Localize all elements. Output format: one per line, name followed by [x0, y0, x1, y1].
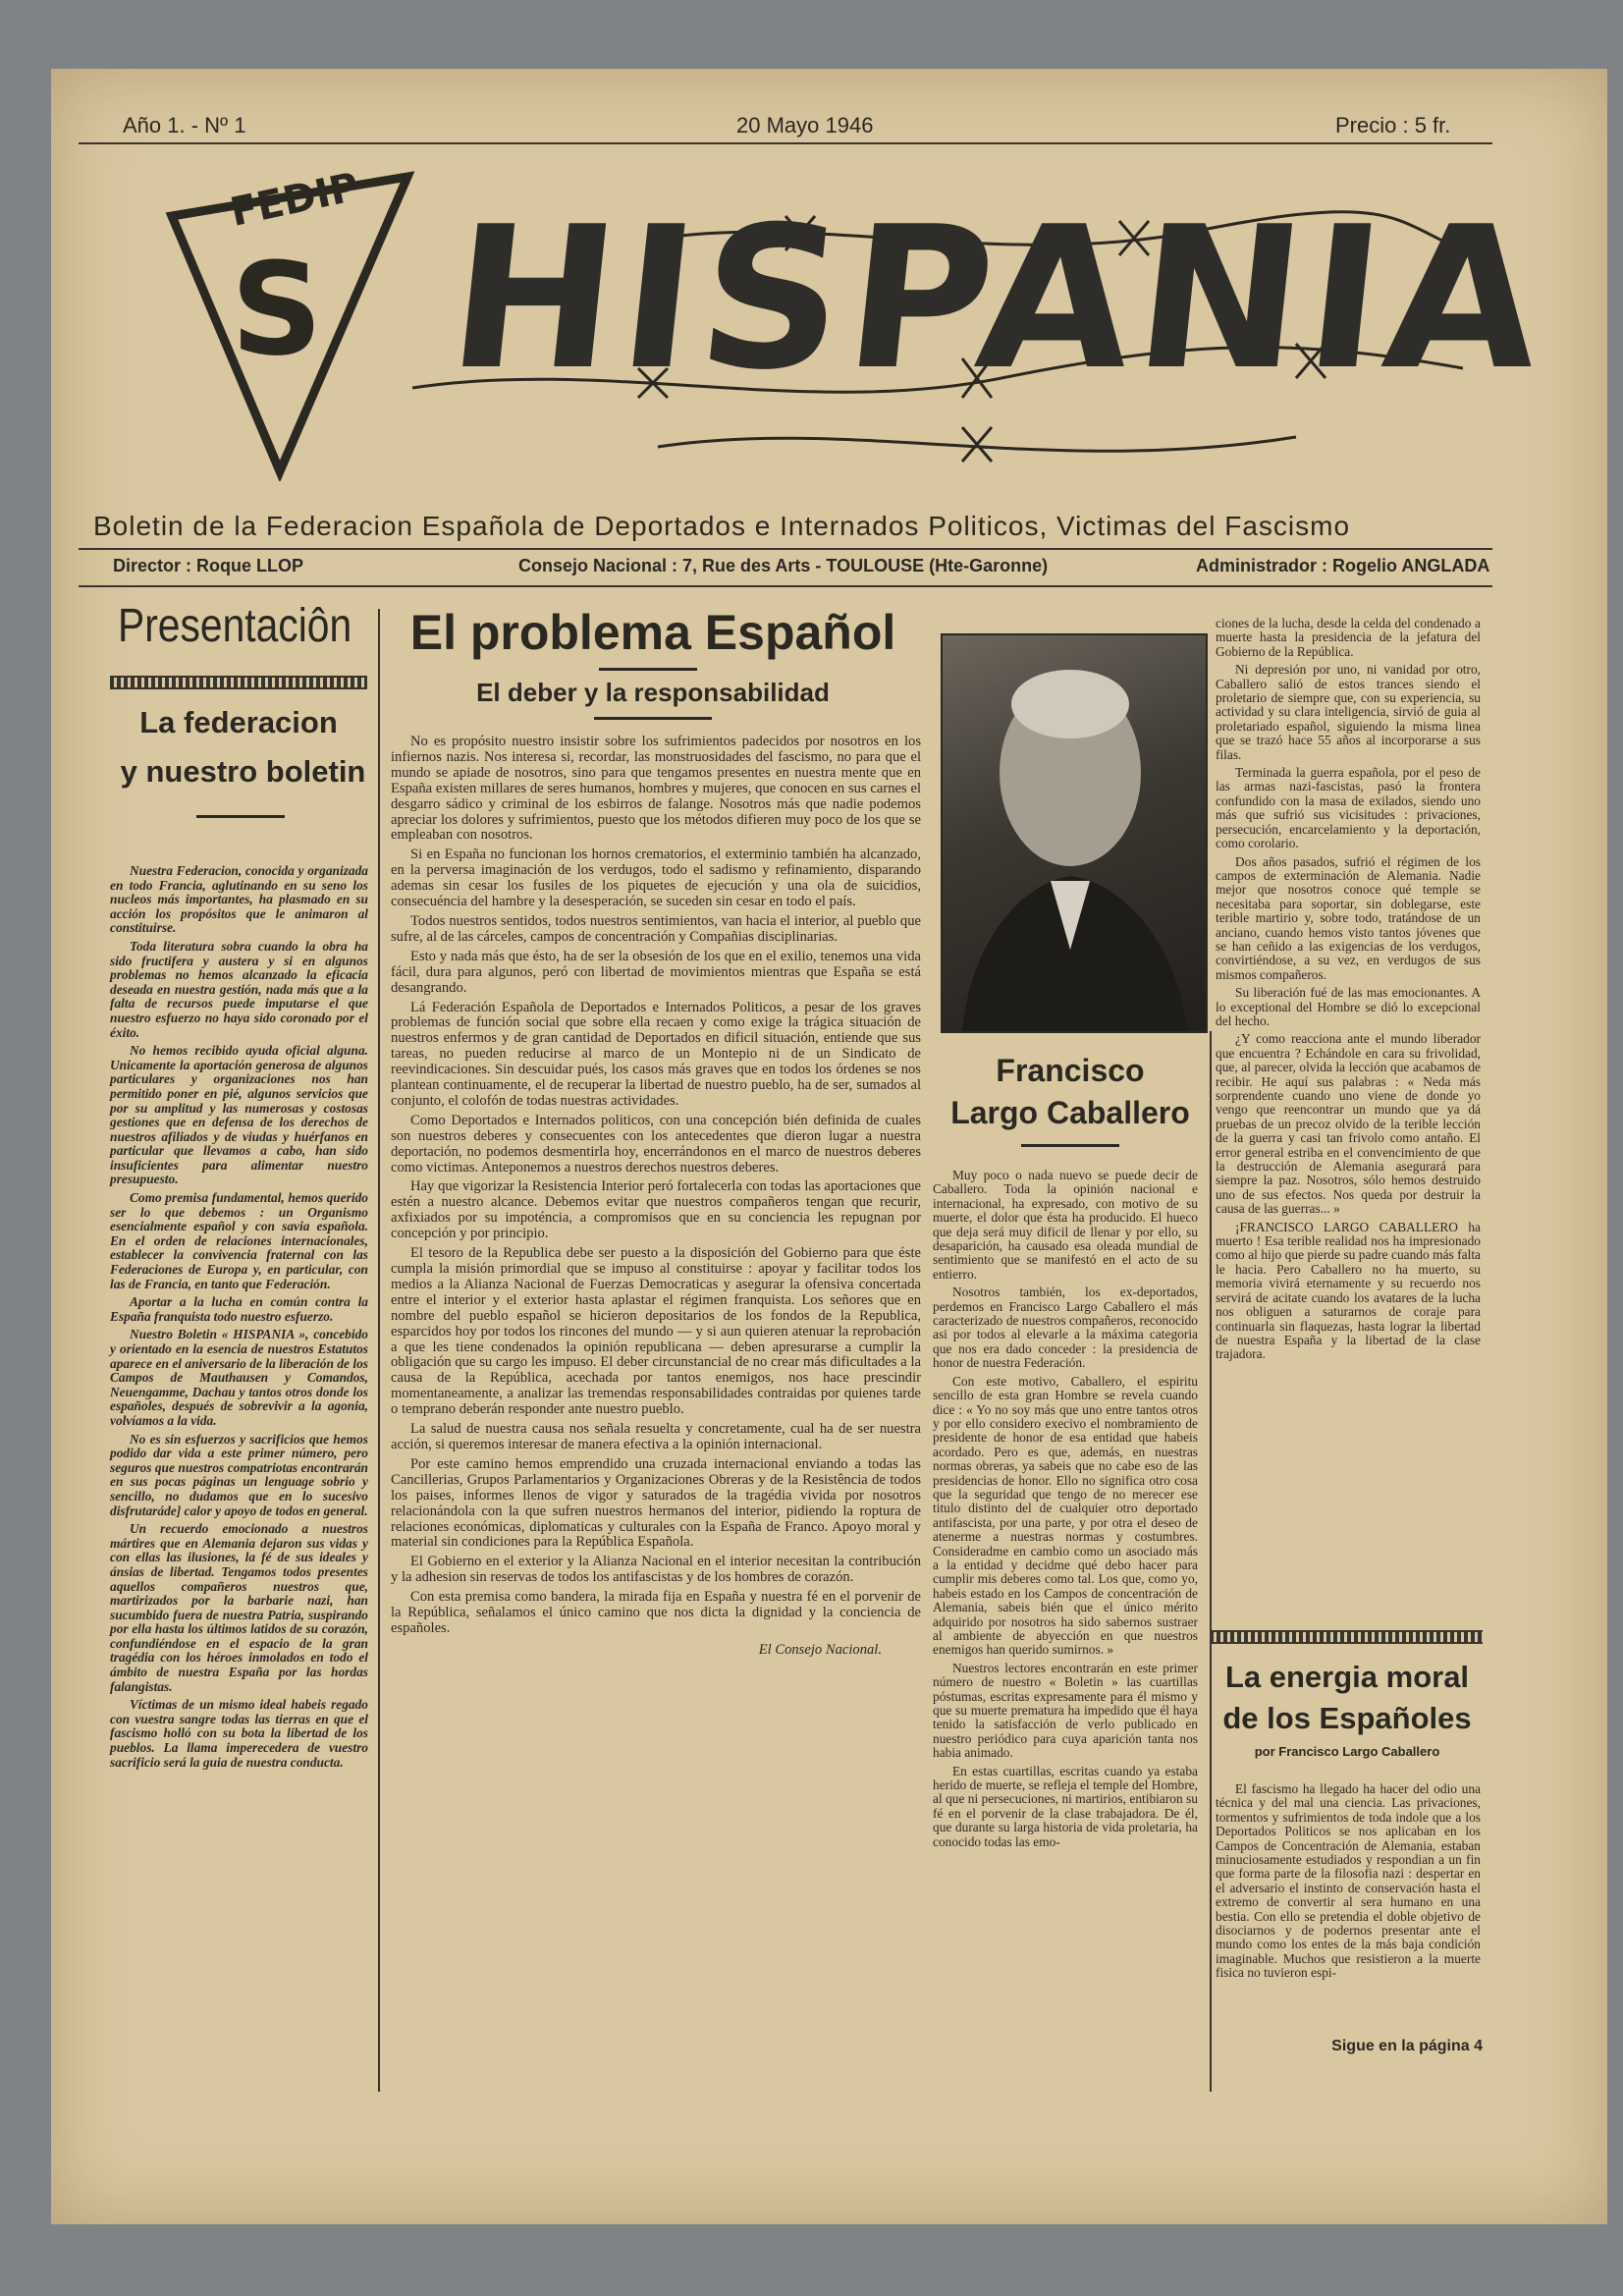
signature: El Consejo Nacional. [758, 1641, 882, 1658]
paragraph: Con este motivo, Caballero, el espiritu sencillo de esta gran Hombre se revela cuando dice : « Yo no soy más que uno entre tantos otros y por ello considero execivo el nombramiento de presidente de honor de esa entidad que habeis acordado. Pero es que, además, en nuestras normas obreras, ya sabeis que no cabe eso de las presidencias de honor. Ello no significa otro cosa que la seguridad que tengo de no merecer ese titulo distinto del de cualquier otro deportado antifascista, por una parte, y por otra el deseo de atenerme a nuestras normas y costumbres. Consideradme en cambio como un asociado más a la entidad y decidme qué debo hacer para cumplir mis deberes como tal. Los que, como yo, habeis estado en los Campos de concentración de Alemania, sabeis bién que el único mérito adquirido por nosotros ha sido sabernos sustraer al ambiente de abyección en que nuestros enemigos han querido sumirnos. » [933, 1373, 1198, 1658]
paragraph: Nuestra Federacion, conocida y organizada en todo Francia, aglutinando en su seno los nucleos más importantes, ha plasmado en su acción los propósitos que le animaron al constituirse. [110, 863, 368, 936]
paragraph: Ni depresión por uno, ni vanidad por otro, Caballero salió de estos trances siendo el proletario de siempre que, con su experiencia, su actividad y su clara inteligencia, sirvió de guia al proletariado español, siguiendo la misma linea que se trazó hace 55 años al incorporarse a sus filas. [1216, 662, 1481, 762]
problema-heading: El problema Español [409, 605, 896, 660]
paragraph: Muy poco o nada nuevo se puede decir de Caballero. Toda la opinión nacional e internacional, ha expresado, con motivo de su muerte, el dolor que ésta ha producido. El hueco que deja será muy dificil de llenar y por ello, su desaparición, ha causado esa oleada mundial de sentimiento que se manifestó en el acto de su entierro. [933, 1168, 1198, 1282]
paragraph: El tesoro de la Republica debe ser puesto a la disposición del Gobierno para que éste cumpla la misión primordial que se impuso al constituirse : apoyar y facilitar todos los medios a la Alianza Nacional de Fuerzas Democraticas y asegurar la ofensiva concertada entre el interior y el exterior hasta aplastar el régimen franquista. Los señores que en nombre del pueblo español se hicieron depositarios de los fondos de la Republica, esparcidos hoy por todos los rincones del mundo — y si aun quieren atenuar la reprobación a que les tiene condenados la opinión republicana — deben apresurarse a cumplir la obligación que su cargo les impuso. El deber circunstancial de no crear más dificultades a la causa de la República, acechada por tantos enemigos, nos hace prescindir momentaneamente, a analizar las tremendas responsabilidades contraidas por quienes tarde o temprano deberán responder ante nuestro pueblo. [391, 1245, 921, 1418]
paragraph: En estas cuartillas, escritas cuando ya estaba herido de muerte, se refleja el temple del Hombre, al que ni persecuciones, ni martirios, entibiaron su fé en el porvenir de la clase trabajadora. De él, que durante su larga historia de vida proletaria, ha conocido todas las emo- [933, 1763, 1198, 1849]
paragraph: ¡FRANCISCO LARGO CABALLERO ha muerto ! Esa terible realidad nos ha impresionado como al hijo que pierde su padre cuando más falta le hacia. Pero Caballero no ha muerto, su memoria vivirá eternamente y su recuerdo nos servirá de acitate cuando los avatares de la lucha nos obliguen a saturarnos de coraje para continuarla sin flaquezas, hasta lograr la libertad de nuestra España y la libertad de la clase trajadora. [1216, 1219, 1481, 1362]
paragraph: Esto y nada más que ésto, ha de ser la obsesión de los que en el exilio, tenemos una vida fácil, dura para algunos, peró con libertad de movimientos mientras que España se está desangrando. [391, 948, 921, 996]
paragraph: El Gobierno en el exterior y la Alianza Nacional en el interior necesitan la contribución y la adhesion sin reservas de todos los antifascistas y de los hombres de corazón. [391, 1554, 921, 1586]
problema-subheading: El deber y la responsabilidad [476, 678, 830, 707]
paragraph: Como premisa fundamental, hemos querido ser lo que debemos : un Organismo esencialmente español y con savia española. En el orden de relaciones internacionales, establecer la convivencia fraternal con las Federaciones de Europa y, en particular, con las de Francia, en tanto que Federación. [110, 1190, 368, 1291]
energia-heading-1: La energia moral [1224, 1660, 1470, 1694]
issue-line [83, 113, 1488, 152]
fedip-logo [162, 157, 417, 481]
council-address: Consejo Nacional : 7, Rue des Arts - TOULOUSE (Hte-Garonne) [518, 556, 1049, 575]
paragraph: Por este camino hemos emprendido una cruzada internacional enviando a todas las Cancillerias, Grupos Parlamentarios y Organizaciones Obreras y de la Resistência de todos los paises, informes llenos de vigor y saturados de la tragédia vivida por nosotros relacionándola con la que sufren nuestros hermanos del interior, pidiendo la roptura de relaciones económicas, diplomaticas y culturales con la España de Franco. Apoyo moral y material sin condiciones para la República Española. [391, 1455, 921, 1551]
paragraph: Nosotros también, los ex-deportados, perdemos en Francisco Largo Caballero el más caracterizado de nuestros compañeros, reconocido asi por todos al elevarle a la máxima categoria que nos era dado conceder : la presidencia de honor de nuestra Federación. [933, 1285, 1198, 1371]
paragraph: Con esta premisa como bandera, la mirada fija en España y nuestra fé en el porvenir de la República, señalamos el único camino que nos dicta la dignidad y la conciencia de españoles. [391, 1589, 921, 1636]
paragraph: Aportar a la lucha en común contra la España franquista todo nuestro esfuerzo. [110, 1294, 368, 1324]
column-divider [1210, 1031, 1212, 2092]
paragraph: Víctimas de un mismo ideal habeis regado con vuestra sangre todas las tierras en que el fascismo holló con su bota la libertad de los pueblos. La llama imperecedera de vuestro sacrificio será la guia de nuestra conducta. [110, 1697, 368, 1770]
short-rule [196, 815, 285, 818]
paragraph: Lá Federación Española de Deportados e Internados Politicos, a pesar de los graves problemas de función social que sobre ella recaen y como exige la trágica situación de nuestros enfermos y de gran cantidad de Deportados en dificil situación, entiende que sus tareas, no pueden reducirse al marco de un Montepio ni de un Sindicato de reevindicaciones. Sin descuidar pués, los casos más graves que en todos los órdenes se nos plantean continuamente, el de recuperar la libertad de nuestro pueblo, ha de ser, sumados al conjunto, el colofón de todas nuestras actividades. [391, 999, 921, 1109]
paragraph: Su liberación fué de las mas emocionantes. A lo exceptional del Hombre se dió lo excepcional del hecho. [1216, 985, 1481, 1028]
fedip-logo-text: FEDIP [226, 164, 363, 236]
paragraph: Terminada la guerra española, por el peso de las armas nazi-fascistas, pasó la frontera confundido con la masa de exilados, siendo uno más que sufrió sus vicisitudes : privaciones, persecución, encarcelamiento y la deportación, como corolario. [1216, 765, 1481, 851]
energia-byline: por Francisco Largo Caballero [1254, 1744, 1440, 1759]
masthead [412, 162, 1557, 486]
presentacion-body [110, 864, 368, 1774]
short-rule [599, 668, 697, 671]
paragraph: Toda literatura sobra cuando la obra ha sido fructifera y austera y si en algunos problemas no hemos alcanzado la eficacia deseada en nuestra gestión, nada más que a la falta de recursos puede imputarse el que nuestro esfuerzo no haya sido coronado por el éxito. [110, 938, 368, 1040]
paragraph: Un recuerdo emocionado a nuestros mártires que en Alemania dejaron sus vidas y con ellas las ilusiones, la fé de sus ideales y ánsias de libertad. Tengamos todos presentes aquellos compañeros nuestros que, martirizados por la barbarie nazi, han sucumbido fuera de nuestra Patria, suspirando por ella hasta los últimos latidos de su corazón, confundiéndose en el espacio de la gran tragédia con los héroes inmolados en todo el ámbito de nuestra España por las hordas falangistas. [110, 1521, 368, 1694]
paragraph: Nuestros lectores encontrarán en este primer número de nuestro « Boletin » las cuartillas póstumas, escritas expresamente para él mismo y que su muerte prematura ha impedido que él haya tenido la satisfacción de verlo publicado en nuestro periódico para cuya aparición tanta nos habia animado. [933, 1660, 1198, 1761]
column-divider [378, 609, 380, 2092]
administrator-label: Administrador : Rogelio ANGLADA [1196, 556, 1490, 575]
paragraph: Hay que vigorizar la Resistencia Interior peró fortalecerla con todas las aportaciones que estén a nuestro alcance. Debemos evitar que nuestros compañeros tengan que recurir, axfixiados por su impoténcia, a compromisos que en su conciencia les repugnan por concepción y por principio. [391, 1178, 921, 1242]
paragraph: Dos años pasados, sufrió el régimen de los campos de exterminación de Alemania. Nadie mejor que nosotros conoce qué temple se necesitaba para soportar, sin doblegarse, este terible martirio y, sobre todo, tratándose de un anciano, cuando hemos visto tantos jóvenes que se han ceñido a las exigencias de los verdugos, convirtiéndose, a su vez, en verdugos de sus mismos compañeros. [1216, 853, 1481, 982]
paragraph: Todos nuestros sentidos, todos nuestros sentimientos, van hacia el interior, al pueblo que sufre, al de las cárceles, campos de concentración y Compañias disciplinarias. [391, 912, 921, 945]
issue-price: Precio : 5 fr. [1335, 113, 1451, 137]
heading-ornament [1210, 1630, 1483, 1644]
caballero-body [933, 1169, 1198, 1853]
continued-note: Sigue en la página 4 [1331, 2038, 1483, 2054]
director-label: Director : Roque LLOP [113, 556, 304, 575]
presentacion-heading: Presentaciôn [118, 600, 352, 652]
heading-ornament [110, 676, 367, 689]
problema-body [391, 735, 921, 1663]
short-rule [1021, 1144, 1119, 1147]
paragraph: No es sin esfuerzos y sacrificios que hemos podido dar vida a este primer número, pero seguros que nuestros compatriotas encontrarán en sus pocas páginas un lenguage sobrio y sencillo, no dudamos que en lo sucesivo disfrutaráde] calor y apoyo de todos en general. [110, 1431, 368, 1518]
paragraph: No es propósito nuestro insistir sobre los sufrimientos padecidos por nosotros en los infiernos nazis. Nos interesa si, recordar, las monstruosidades del fascismo, no para que el mundo se apiade de nosotros, sino para que tengamos presentes en nuestra mente que en España existen millares de seres humanos, hombres y mujeres, que conocen en sus carnes el desgarro sádico y criminal de los esbirros de falange. Nosotros más que nadie podemos apreciar los dolores y sufrimientos, puesto que los métodos difieren muy poco de los que se empleaban con nosotros. [391, 734, 921, 844]
masthead-subtitle: Boletin de la Federacion Española de Deportados e Internados Politicos, Victimas del Fascismo [93, 511, 1351, 541]
presentacion-subheading-1: La federacion [139, 705, 338, 739]
paragraph: Si en España no funcionan los hornos crematorios, el exterminio también ha alcanzado, en la perversa imaginación de los verdugos, todo el sadismo y refinamiento, disparando ademas sin cesar los fusiles de los piquetes de ejecución y una ola de suicidios, consecuéncia del hambre y la desesperación, se suceden sin cesar en todo el país. [391, 847, 921, 910]
paragraph: La salud de nuestra causa nos señala resuelta y concretamente, cual ha de ser nuestra acción, si queremos interesar de manera efectiva a la opinión internacional. [391, 1421, 921, 1452]
staff-rule-bottom [79, 585, 1492, 587]
staff-line [79, 550, 1492, 583]
paragraph: Nuestro Boletin « HISPANIA », concebido y orientado en la esencia de nuestros Estatutos aparece en el aniversario de la liberación de los Campos de Mauthausen y Comandos, Neuengamme, Dachau y tantos otros donde los españoles, después de sobrevivir a la agonia, volvíamos a la vida. [110, 1327, 368, 1428]
issue-number: Año 1. - Nº 1 [123, 113, 246, 137]
short-rule [594, 717, 712, 720]
portrait-photo [941, 633, 1208, 1033]
caption-name-1: Francisco [996, 1053, 1145, 1088]
issue-date: 20 Mayo 1946 [736, 113, 874, 137]
energia-heading-2: de los Españoles [1222, 1701, 1472, 1735]
paragraph: No hemos recibido ayuda oficial alguna. Unicamente la aportación generosa de algunos particulares y organizaciones nos han permitido poner en pié, algunos servicios que por su amplitud y las numerosas y costosas gestiones que en defensa de los derechos de nuestros afiliados y de viudas y huérfanos en particular que llevamos a cabo, han sido insuficientes para alimentar nuestro presupuesto. [110, 1043, 368, 1187]
paragraph: ciones de la lucha, desde la celda del condenado a muerte hasta la presidencia de la jefatura del Gobierno de la República. [1216, 616, 1481, 659]
fedip-logo-letter: S [231, 235, 323, 384]
masthead-title: HISPANIA [439, 185, 1557, 413]
caption-name-2: Largo Caballero [950, 1095, 1190, 1130]
presentacion-subheading-2: y nuestro boletin [120, 754, 366, 789]
energia-body [1216, 1782, 1481, 1985]
paragraph: El fascismo ha llegado ha hacer del odio una técnica y del mal una ciencia. Las privaciones, tormentos y sufrimientos de toda indole que a los Deportados Politicos se nos aplicaban en los Campos de Concentración de Alemania, estaban minuciosamente estudiados y respondian a un fin que forma parte de la filosofia nazi : despertar en el adversario el instinto de conservación hasta el extremo de convertir al sera humano en una bestia. Con ello se pretendia el doble objetivo de disociarnos y de podernos presentar ante el mundo como los entes de la más baja condición imaginable. Muchos que resistieron a la muerte fisica no tuvieron espi- [1216, 1781, 1481, 1981]
paragraph: ¿Y como reacciona ante el mundo liberador que encuentra ? Echándole en cara su frivolidad, que, al parecer, olvida la lección que acabamos de recibir. He aquí sus palabras : « Neda más sorprendente cuando uno viene de donde yo vengo que reencontrar un mundo que ya dá pruebas de un precoz olvido de la terible lección de la guerra y casi tan frivolo como antaño. El error general estriba en el convencimiento de que la destrucción de Alemania asegurará para siempre la paz. Nosotros, sólo hemos destruido uno de sus efectos. Nos queda por destruir la causa de las guerras... » [1216, 1031, 1481, 1217]
paragraph: Como Deportados e Internados politicos, con una concepción bién definida de cuales son nuestros deberes y consecuentes con los antecedentes que dieron lugar a nuestra deportación, no podemos desmentirla hoy, encerrándonos en el marco de nuestros deberes como victimas. Anteponemos a nuestros derechos nuestros deberes. [391, 1112, 921, 1175]
top-rule [79, 142, 1492, 144]
caballero-continuation [1216, 617, 1481, 1366]
